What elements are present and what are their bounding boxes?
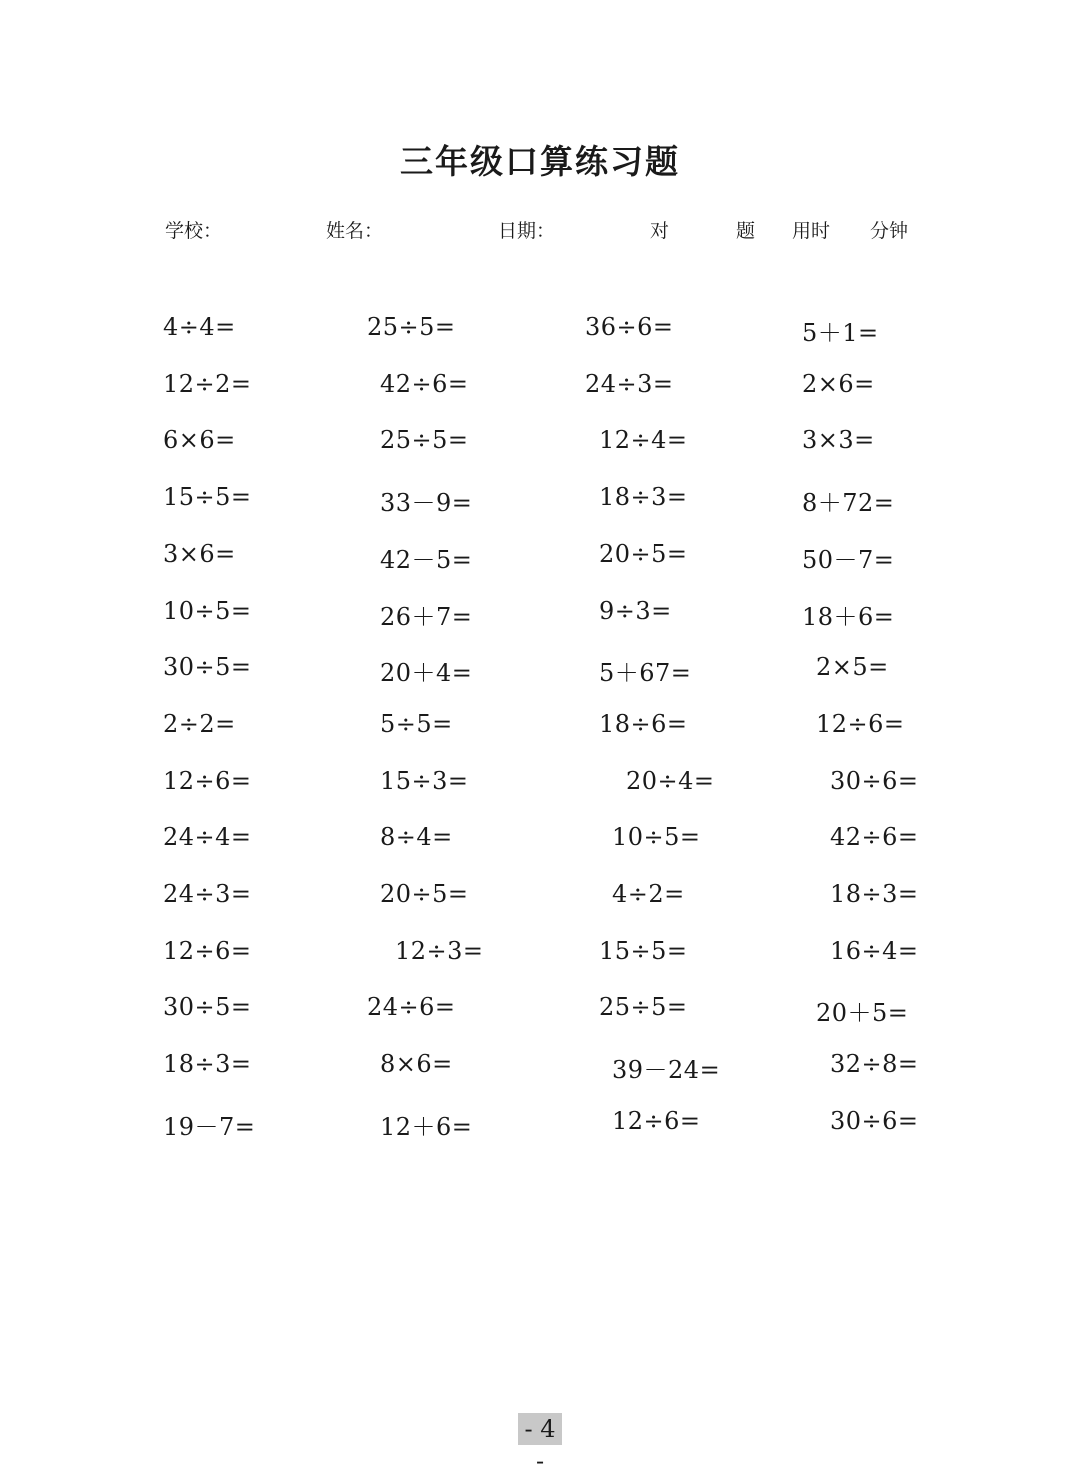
name-label: 姓名： — [326, 220, 384, 242]
problem-item: 5÷5= — [380, 709, 453, 738]
time-used-label: 用时 — [792, 220, 831, 242]
problem-item: 20÷4= — [626, 766, 715, 795]
problem-item: 24÷6= — [367, 993, 456, 1022]
problem-item: 25÷5= — [380, 426, 469, 455]
problem-item: 20÷5= — [380, 880, 469, 908]
problem-item: 39－24= — [612, 1056, 721, 1085]
problem-item: 30÷6= — [830, 766, 919, 795]
problem-item: 20＋4= — [380, 659, 473, 688]
problem-item: 12÷6= — [163, 766, 252, 795]
problem-item: 12÷6= — [163, 936, 252, 965]
problem-item: 24÷3= — [163, 880, 252, 908]
problem-item: 3×3= — [802, 426, 875, 455]
problem-item: 42－5= — [380, 545, 473, 574]
problem-item: 8＋72= — [802, 489, 895, 518]
problem-item: 8×6= — [380, 1050, 453, 1079]
problem-item: 15÷5= — [599, 936, 688, 965]
correct-label: 对 — [650, 220, 670, 242]
problem-item: 5＋67= — [599, 659, 692, 688]
problem-item: 2×5= — [816, 653, 889, 682]
problem-item: 15÷5= — [163, 483, 252, 512]
problem-item: 18÷3= — [599, 483, 688, 512]
problem-item: 10÷5= — [612, 823, 701, 852]
problem-item: 12÷2= — [163, 369, 252, 398]
problem-item: 30÷5= — [163, 653, 252, 682]
minutes-label: 分钟 — [870, 220, 909, 242]
problem-item: 5＋1= — [802, 319, 879, 347]
problem-item: 25÷5= — [367, 313, 456, 341]
problem-item: 12÷6= — [816, 709, 905, 738]
problem-item: 25÷5= — [599, 993, 688, 1022]
problem-item: 30÷5= — [163, 993, 252, 1022]
problem-item: 24÷4= — [163, 823, 252, 852]
page-title: 三年级口算练习题 — [400, 142, 680, 181]
problem-item: 30÷6= — [830, 1106, 919, 1135]
problem-item: 4÷2= — [612, 880, 685, 908]
problem-item: 9÷3= — [599, 596, 672, 625]
problem-item: 3×6= — [163, 539, 236, 568]
problem-item: 19－7= — [163, 1112, 256, 1141]
problem-item: 18÷3= — [830, 880, 919, 908]
problem-item: 26＋7= — [380, 602, 473, 631]
problem-item: 2×6= — [802, 369, 875, 398]
problem-item: 20÷5= — [599, 539, 688, 568]
problem-item: 6×6= — [163, 426, 236, 455]
problem-item: 32÷8= — [830, 1050, 919, 1079]
problem-item: 16÷4= — [830, 936, 919, 965]
problem-item: 24÷3= — [585, 369, 674, 398]
problem-item: 12÷3= — [395, 936, 484, 965]
problem-item: 2÷2= — [163, 709, 236, 738]
problem-item: 50－7= — [802, 545, 895, 574]
problem-item: 12＋6= — [380, 1112, 473, 1141]
problem-item: 18÷6= — [599, 709, 688, 738]
problem-item: 18＋6= — [802, 602, 895, 631]
school-label: 学校： — [165, 220, 223, 242]
problem-item: 8÷4= — [380, 823, 453, 852]
problem-item: 42÷6= — [380, 369, 469, 398]
page-number: - 4 - — [518, 1413, 562, 1445]
problem-item: 15÷3= — [380, 766, 469, 795]
questions-label: 题 — [736, 220, 756, 242]
problem-item: 18÷3= — [163, 1050, 252, 1079]
problem-item: 12÷6= — [612, 1106, 701, 1135]
problem-item: 42÷6= — [830, 823, 919, 852]
problem-item: 20＋5= — [816, 999, 909, 1028]
date-label: 日期： — [498, 220, 556, 242]
problem-item: 36÷6= — [585, 313, 674, 341]
problem-item: 10÷5= — [163, 596, 252, 625]
problem-item: 33－9= — [380, 489, 473, 518]
problem-item: 4÷4= — [163, 313, 236, 341]
problem-item: 12÷4= — [599, 426, 688, 455]
